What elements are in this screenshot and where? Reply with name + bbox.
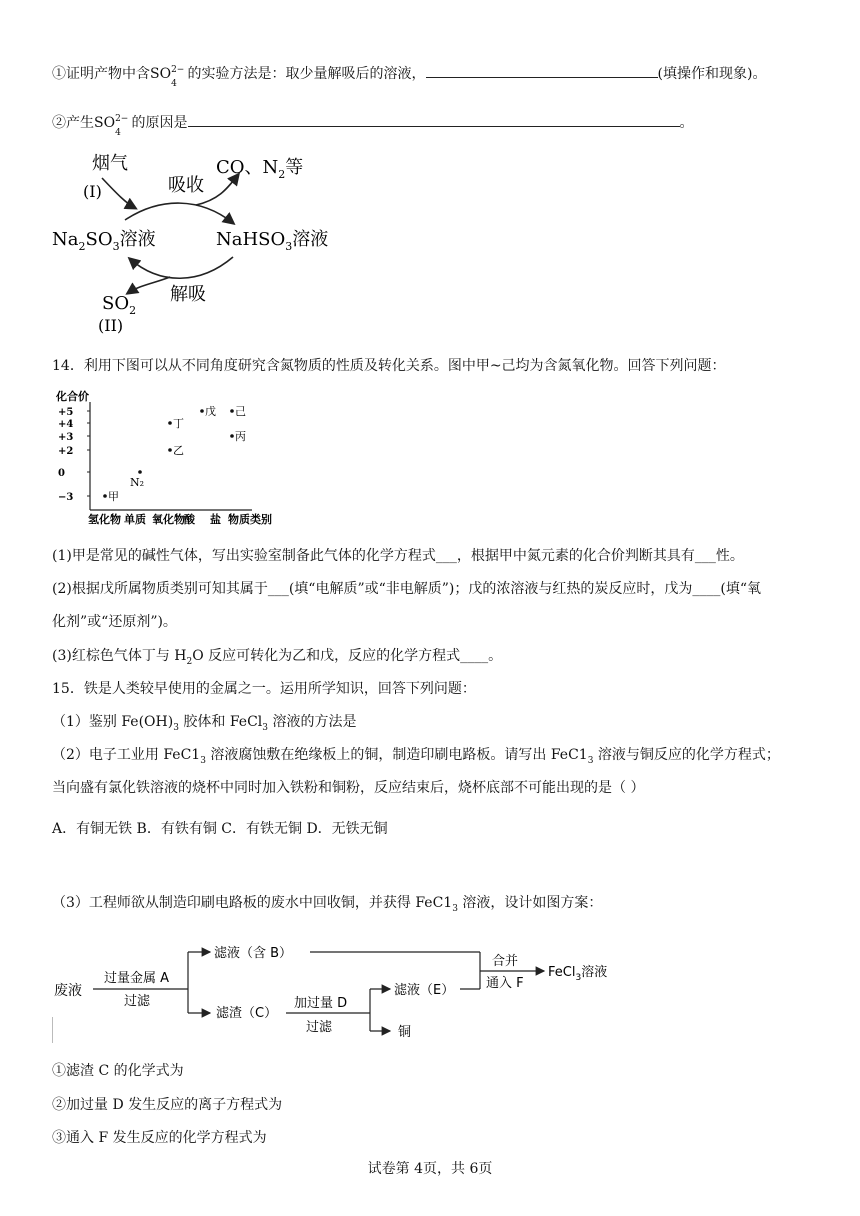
chart-xcategory-label: 盐 bbox=[210, 513, 221, 526]
chart-xcategory-label: 酸 bbox=[184, 513, 195, 526]
chart-point bbox=[200, 409, 204, 413]
q15-subq3: ③通入 F 发生反应的化学方程式为 bbox=[52, 1130, 267, 1146]
chart-point-label: 戊 bbox=[205, 405, 216, 418]
step1-operation-label: 过滤 bbox=[124, 994, 151, 1009]
step2-operation-label: 过滤 bbox=[306, 1020, 333, 1035]
chart-ytick-label: +5 bbox=[58, 407, 74, 418]
pass-f-label: 通入 F bbox=[486, 976, 524, 991]
copper-recovery-flowchart bbox=[48, 935, 628, 1050]
chart-point-label: 丙 bbox=[235, 430, 246, 443]
chart-ytick-label: +4 bbox=[58, 419, 74, 430]
residue-c-label: 滤渣（C） bbox=[216, 1006, 278, 1021]
waste-liquid-label: 废液 bbox=[54, 983, 82, 999]
chart-point bbox=[138, 470, 142, 474]
chart-point bbox=[230, 434, 234, 438]
chart-point bbox=[168, 421, 172, 425]
na2so3-label: $Na_2SO_3$溶液 bbox=[52, 229, 156, 253]
step2-reagent-label: 加过量 D bbox=[294, 996, 348, 1011]
chart-xcategory-label: 单质 bbox=[124, 513, 146, 526]
chart-xcategory-label: 氧化物 bbox=[152, 513, 185, 526]
chart-point-label: 己 bbox=[235, 405, 246, 418]
chart-ylabel: 化合价 bbox=[56, 390, 89, 403]
copper-label: 铜 bbox=[398, 1025, 412, 1040]
q13-item1: ①证明产物中含SO 2− 4 的实验方法是：取少量解吸后的溶液， (填操作和现象)。 bbox=[52, 65, 767, 89]
so2-number: (II) bbox=[98, 316, 124, 335]
chart-ytick-label: 0 bbox=[58, 468, 65, 479]
chart-point-label: 乙 bbox=[173, 444, 184, 457]
absorb-arrow bbox=[125, 203, 233, 223]
margin-mark bbox=[52, 1017, 53, 1043]
chart-xcategory-label: 氢化物 bbox=[88, 513, 121, 526]
desorb-label: 解吸 bbox=[170, 284, 206, 305]
product-label: FeCl$_3$溶液 bbox=[548, 965, 608, 983]
chart-xlabel: 物质类别 bbox=[228, 513, 272, 526]
q14-part2-line2: 化剂”或“还原剂”)。 bbox=[52, 614, 177, 630]
q15-part1: （1）鉴别 $Fe(OH)_3$ 胶体和 FeCl$_3$ 溶液的方法是 bbox=[52, 714, 357, 733]
desorb-arrow bbox=[130, 257, 233, 278]
absorb-label: 吸收 bbox=[168, 175, 204, 196]
chart-point-label: 丁 bbox=[173, 417, 184, 430]
q15-subq2: ②加过量 D 发生反应的离子方程式为 bbox=[52, 1097, 283, 1113]
q15-part2-line2: 当向盛有氯化铁溶液的烧杯中同时加入铁粉和铜粉，反应结束后，烧杯底部不可能出现的是（ ） bbox=[52, 780, 645, 796]
nitrogen-valence-chart bbox=[52, 386, 292, 532]
filtrate-e-label: 滤液（E） bbox=[394, 983, 455, 998]
flue-gas-number: (I) bbox=[83, 182, 102, 201]
answer-blank[interactable] bbox=[426, 63, 658, 78]
chart-ytick-label: +3 bbox=[58, 432, 74, 443]
chart-point bbox=[103, 494, 107, 498]
filtrate-b-label: 滤液（含 B） bbox=[214, 946, 293, 961]
q15-options: A．有铜无铁 B．有铁有铜 C．有铁无铜 D．无铁无铜 bbox=[52, 821, 388, 837]
products-label: CO、$N_2$等 bbox=[216, 157, 304, 181]
q14-stem: 14．利用下图可以从不同角度研究含氮物质的性质及转化关系。图中甲~己均为含氮氧化物。回答下列问题： bbox=[52, 358, 726, 374]
flue-gas-label: 烟气 bbox=[92, 153, 128, 174]
absorption-desorption-cycle-diagram bbox=[40, 145, 340, 340]
chart-point bbox=[230, 409, 234, 413]
q15-subq1: ①滤渣 C 的化学式为 bbox=[52, 1063, 184, 1079]
q14-part2-line1: (2)根据戊所属物质类别可知其属于___(填“电解质”或“非电解质”)；戊的浓溶液与红热的炭反应时，戊为____(填“氧 bbox=[52, 581, 762, 597]
chart-point-label: 甲 bbox=[108, 490, 119, 503]
combine-label: 合并 bbox=[492, 954, 519, 969]
q15-part3: （3）工程师欲从制造印刷电路板的废水中回收铜，并获得 $FeC1_3$ 溶液，设计如图方案： bbox=[52, 895, 603, 914]
answer-blank[interactable] bbox=[188, 112, 680, 127]
q15-part2-line1: （2）电子工业用 $FeC1_3$ 溶液腐蚀敷在绝缘板上的铜，制造印刷电路板。请写出 $FeC1_3$ 溶液与铜反应的化学方程式； bbox=[52, 747, 780, 766]
q14-part3: (3)红棕色气体丁与 $H_2O$ 反应可转化为乙和戊，反应的化学方程式____。 bbox=[52, 648, 503, 667]
so2-arrow bbox=[128, 277, 170, 293]
q13-item2: ②产生SO 2− 4 的原因是 。 bbox=[52, 114, 694, 138]
chart-ytick-label: −3 bbox=[58, 492, 74, 503]
so2-label: $SO_2$ bbox=[102, 293, 137, 317]
nahso3-label: NaHSO$_3$溶液 bbox=[216, 229, 329, 253]
chart-point-label: N₂ bbox=[130, 476, 145, 489]
chart-point bbox=[168, 448, 172, 452]
q14-part1: (1)甲是常见的碱性气体，写出实验室制备此气体的化学方程式___，根据甲中氮元素的化合价判断其具有___性。 bbox=[52, 548, 744, 564]
q15-stem: 15．铁是人类较早使用的金属之一。运用所学知识，回答下列问题： bbox=[52, 681, 476, 697]
step1-reagent-label: 过量金属 A bbox=[104, 971, 170, 986]
page-footer: 试卷第 4页，共 6页 bbox=[367, 1161, 493, 1177]
chart-ytick-label: +2 bbox=[58, 446, 74, 457]
flue-gas-arrow bbox=[102, 178, 135, 208]
